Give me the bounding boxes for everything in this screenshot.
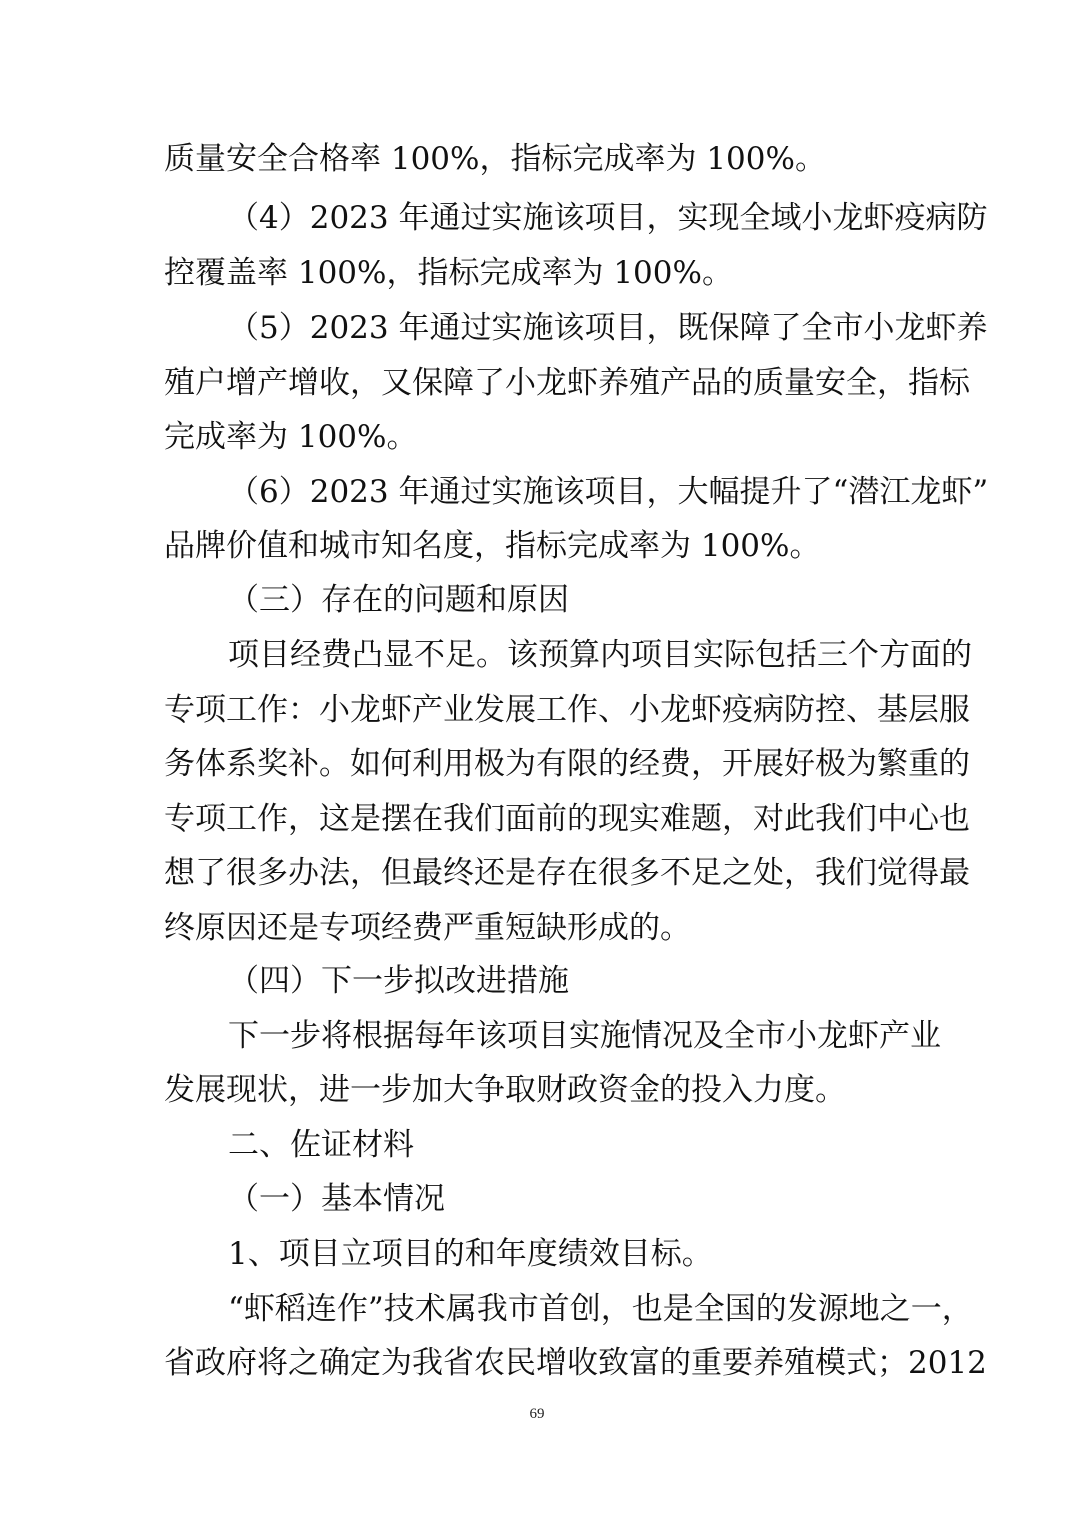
text-line-11: 专项工作：小龙虾产业发展工作、小龙虾疫病防控、基层服 [164,692,970,728]
section-heading-evidence: 二、佐证材料 [228,1127,414,1163]
section-heading-problems: （三）存在的问题和原因 [228,582,569,618]
page-number: 69 [529,1406,545,1422]
text-line-22: “虾稻连作”技术属我市首创，也是全国的发源地之一， [228,1291,973,1327]
text-line-1: 质量安全合格率 100%，指标完成率为 100%。 [164,141,826,177]
text-line-10: 项目经费凸显不足。该预算内项目实际包括三个方面的 [228,637,972,673]
text-line-18: 发展现状，进一步加大争取财政资金的投入力度。 [164,1072,846,1108]
text-line-4: （5）2023 年通过实施该项目，既保障了全市小龙虾养 [228,310,988,346]
text-line-8: 品牌价值和城市知名度，指标完成率为 100%。 [164,528,821,564]
text-line-3: 控覆盖率 100%，指标完成率为 100%。 [164,255,733,291]
text-line-7: （6）2023 年通过实施该项目，大幅提升了“潜江龙虾” [228,474,989,510]
text-line-13: 专项工作，这是摆在我们面前的现实难题，对此我们中心也 [164,801,970,837]
text-line-6: 完成率为 100%。 [164,419,418,455]
section-heading-basic-info: （一）基本情况 [228,1181,445,1217]
text-line-14: 想了很多办法，但最终还是存在很多不足之处，我们觉得最 [164,855,970,891]
section-heading-improvements: （四）下一步拟改进措施 [228,963,569,999]
text-line-15: 终原因还是专项经费严重短缺形成的。 [164,910,691,946]
text-line-5: 殖户增产增收，又保障了小龙虾养殖产品的质量安全，指标 [164,365,970,401]
text-line-23: 省政府将之确定为我省农民增收致富的重要养殖模式；2012 [164,1345,987,1381]
text-line-2: （4）2023 年通过实施该项目，实现全域小龙虾疫病防 [228,200,988,236]
text-line-21: 1、项目立项目的和年度绩效目标。 [228,1236,713,1272]
text-line-12: 务体系奖补。如何利用极为有限的经费，开展好极为繁重的 [164,746,970,782]
text-line-17: 下一步将根据每年该项目实施情况及全市小龙虾产业 [228,1018,941,1054]
